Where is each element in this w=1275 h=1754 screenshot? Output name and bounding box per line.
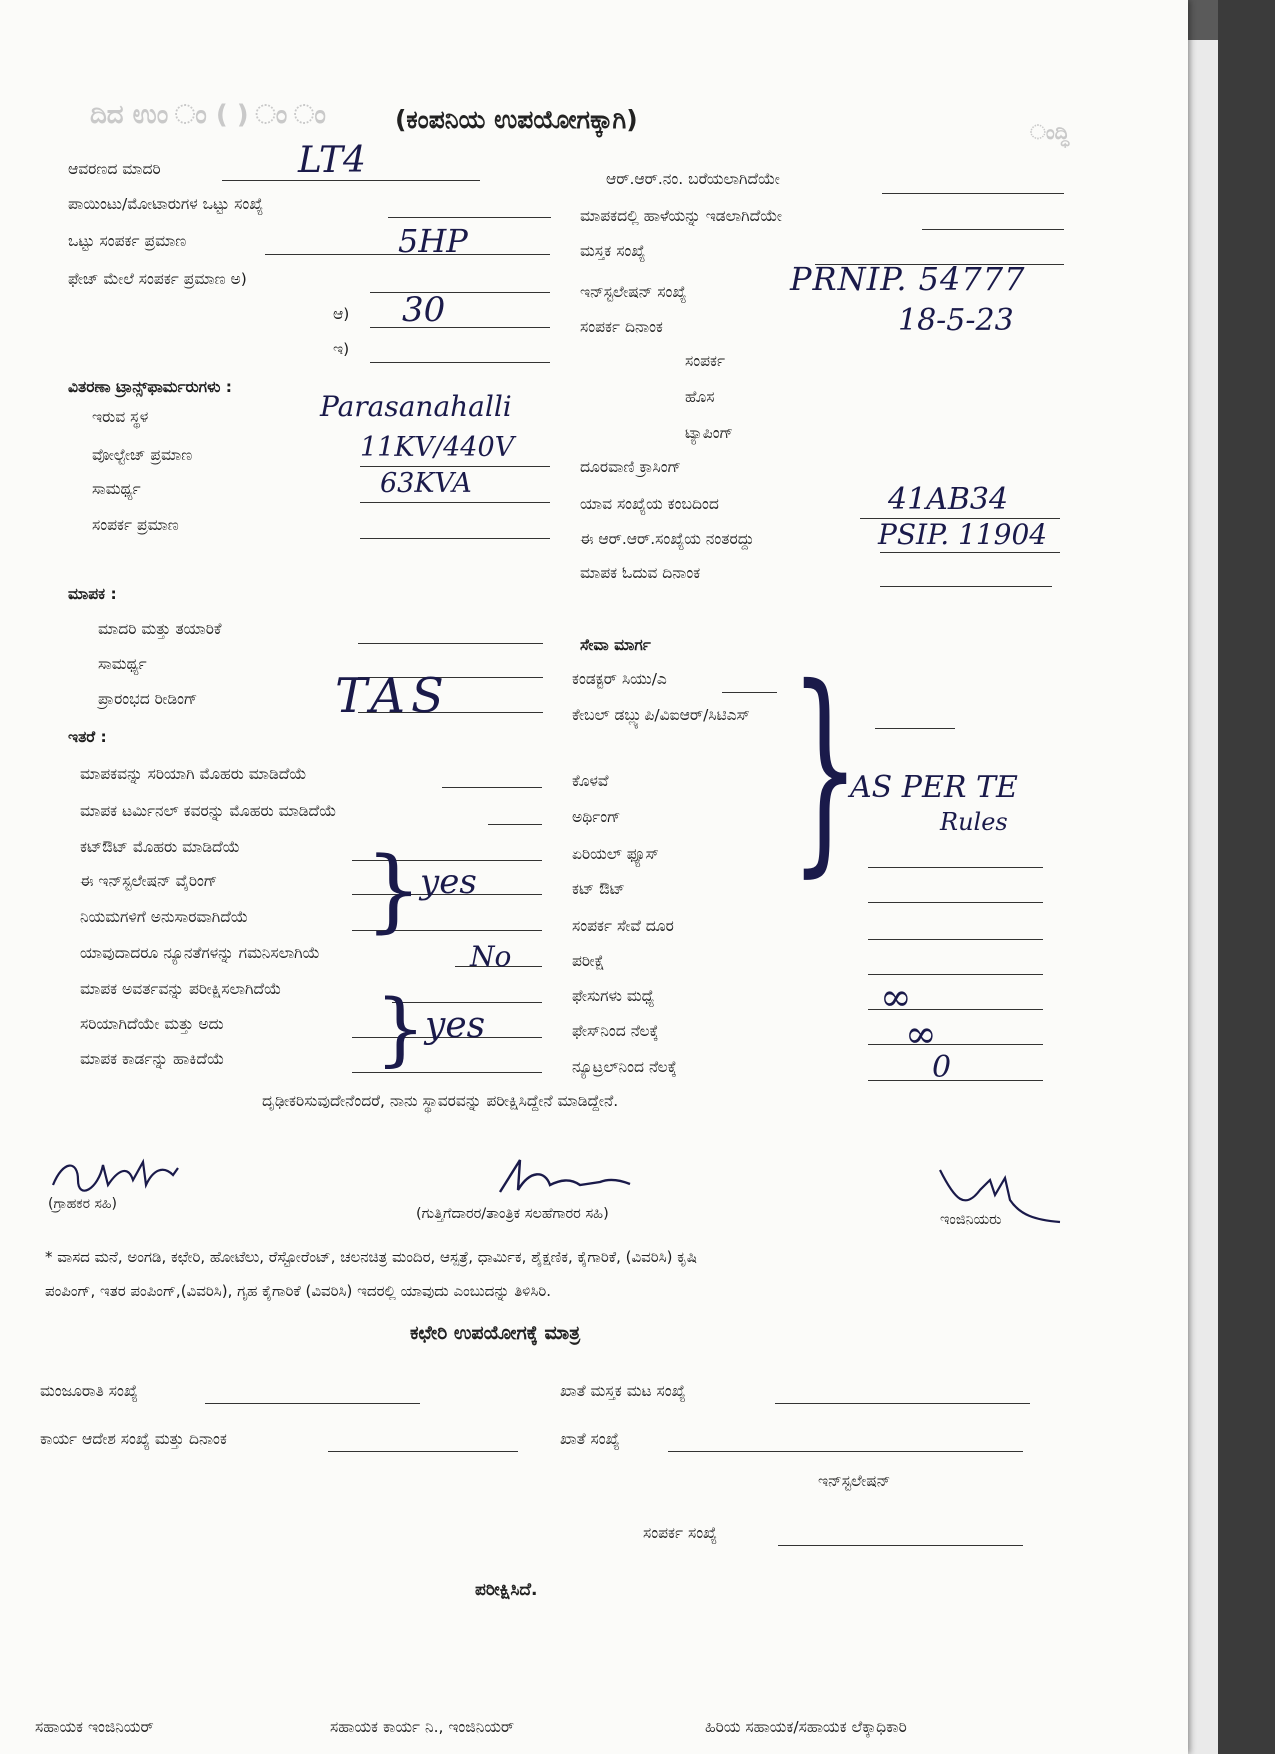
label-account: ಖಾತೆ ಸಂಖ್ಯೆ — [560, 1430, 620, 1448]
page-title: (ಕಂಪನಿಯ ಉಪಯೋಗಕ್ಕಾಗಿ) — [395, 105, 638, 134]
label-pipe: ಕೊಳವೆ — [572, 772, 609, 790]
label-defects: ಯಾವುದಾದರೂ ನ್ಯೂನತೆಗಳನ್ನು ಗಮನಿಸಲಾಗಿಯೆ — [80, 944, 320, 962]
label-sanction: ಮಂಜೂರಾತಿ ಸಂಖ್ಯೆ — [40, 1382, 138, 1400]
label-make-model: ಮಾದರಿ ಮತ್ತು ತಯಾರಿಕೆ — [98, 620, 222, 638]
certify-text: ದೃಢೀಕರಿಸುವುದೇನೆಂದರೆ, ನಾನು ಸ್ಥಾವರವನ್ನು ಪರೀಕ್ಷಿಸಿದ್ದೇನೆ ಮಾಡಿದ್ದೇನೆ. — [262, 1092, 619, 1110]
field-line — [775, 1403, 1030, 1404]
label-rr-after: ಈ ಆರ್.ಆರ್.ಸಂಖ್ಯೆಯ ನಂತರದ್ದು — [580, 530, 755, 548]
label-phase-c: ಇ) — [333, 340, 350, 358]
label-phases: ಫೇಸುಗಳು ಮಧ್ಯೆ — [572, 987, 655, 1005]
handwritten-earthing: AS PER TE — [850, 770, 1018, 805]
label-location: ಇರುವ ಸ್ಥಳ — [92, 408, 149, 426]
label-rr-no: ಆರ್.ಆರ್.ನಂ. ಬರೆಯಲಾಗಿದೆಯೇ — [606, 170, 780, 188]
label-conn-date: ಸಂಪರ್ಕ ದಿನಾಂಕ — [580, 318, 663, 336]
field-line — [868, 1044, 1043, 1045]
label-meter-capacity: ಸಾಮರ್ಥ್ಯ — [98, 655, 147, 673]
contractor-sign-label: (ಗುತ್ತಿಗೆದಾರರ/ತಾಂತ್ರಿಕ ಸಲಹೆಗಾರರ ಸಹಿ) — [416, 1206, 609, 1222]
label-read-date: ಮಾಪಕ ಓದುವ ದಿನಾಂಕ — [580, 564, 701, 582]
handwritten-install-no: PRNIP. 54777 — [790, 260, 1026, 298]
field-line — [488, 824, 542, 825]
label-install-no: ಇನ್‌ಸ್ಟಲೇಷನ್ ಸಂಖ್ಯೆ — [580, 283, 687, 301]
footer-ae: ಸಹಾಯಕ ಇಂಜಿನಿಯರ್ — [35, 1718, 154, 1736]
label-book-no: ಮಸ್ತಕ ಸಂಖ್ಯೆ — [580, 242, 646, 260]
footnote-line-2: ಪಂಪಿಂಗ್, ಇತರ ಪಂಪಿಂಗ್,(ವಿವರಿಸಿ), ಗೃಹ ಕೈಗಾರಿಕೆ (ವಿವರಿಸಿ) ಇದರಲ್ಲಿ ಯಾವುದು ಎಂಬುದನ್ನು ತಿಳಿಸಿರಿ. — [45, 1282, 552, 1300]
bleed-through-text: ಂದ್ಧಿ — [1030, 120, 1070, 144]
label-cutout: ಕಟ್ ಔಟ್ — [572, 880, 625, 898]
label-fuse: ಏರಿಯಲ್ ಫ್ಯೂಸ್ — [572, 845, 659, 863]
field-line — [868, 939, 1043, 940]
consumer-sign-label: (ಗ್ರಾಹಕರ ಸಹಿ) — [48, 1196, 117, 1212]
label-phase-load: ಫೇಜ್ ಮೇಲೆ ಸಂಪರ್ಕ ಪ್ರಮಾಣ ಅ) — [68, 270, 247, 288]
label-rules: ನಿಯಮಗಳಿಗೆ ಅನುಸಾರವಾಗಿದೆಯೆ — [80, 908, 249, 926]
label-total-load: ಒಟ್ಟು ಸಂಪರ್ಕ ಪ್ರಮಾಣ — [68, 232, 187, 250]
label-test: ಪರೀಕ್ಷೆ — [572, 952, 605, 970]
field-line — [360, 538, 550, 539]
label-hosa: ಹೊಸ — [685, 388, 715, 406]
label-conn-no: ಸಂಪರ್ಕ ಸಂಖ್ಯೆ — [643, 1524, 718, 1542]
field-line — [370, 362, 550, 363]
footnote-line-1: * ವಾಸದ ಮನೆ, ಅಂಗಡಿ, ಕಛೇರಿ, ಹೋಟೆಲು, ರೆಸ್ಟೋರೆಂಟ್, ಚಲನಚಿತ್ರ ಮಂದಿರ, ಆಸ್ಪತ್ರೆ, ಧಾರ್ಮಿಕ, ಶೈಕ್ಷಣಿಕ, ಕೈಗಾರಿಕೆ, (ವಿವರಿಸಿ) ಕೃಷಿ — [45, 1248, 697, 1266]
label-cutout-sealed: ಕಟ್‌ಔಟ್ ಮೊಹರು ಮಾಡಿದೆಯೆ — [80, 838, 240, 856]
label-service-main: ಸೇವಾ ಮಾರ್ಗ — [580, 636, 651, 654]
label-correct: ಸರಿಯಾಗಿದೆಯೇ ಮತ್ತು ಅದು — [80, 1015, 224, 1033]
contractor-signature — [490, 1150, 640, 1200]
checked-label: ಪರೀಕ್ಷಿಸಿದೆ. — [475, 1580, 538, 1600]
brace-mark: } — [375, 982, 426, 1075]
label-conductor: ಕಂಡಕ್ಟರ್ ಸಿಯು/ಎ — [572, 670, 667, 688]
field-line — [868, 867, 1043, 868]
label-dist: ಸಂಪರ್ಕ ಸೇವೆ ದೂರ — [572, 917, 674, 935]
field-line — [880, 552, 1060, 553]
label-avarana: ಆವರಣದ ಮಾದರಿ — [68, 160, 161, 178]
label-terminal-sealed: ಮಾಪಕ ಟರ್ಮಿನಲ್ ಕವರನ್ನು ಮೊಹರು ಮಾಡಿದೆಯೆ — [80, 802, 337, 820]
field-line — [205, 1403, 420, 1404]
handwritten-no: No — [470, 940, 512, 973]
label-crossing: ದೂರವಾಣಿ ಕ್ರಾಸಿಂಗ್ — [580, 458, 682, 476]
engineer-sign-label: ಇಂಜಿನಿಯರು — [940, 1212, 1002, 1228]
label-card: ಮಾಪಕ ಕಾರ್ಡನ್ನು ಹಾಕಿದೆಯೆ — [80, 1050, 225, 1068]
field-line — [880, 586, 1052, 587]
field-line — [922, 229, 1064, 230]
label-transformers: ವಿತರಣಾ ಟ್ರಾನ್ಸ್‌ಫಾರ್ಮರುಗಳು : — [68, 378, 233, 396]
label-connected-load: ಸಂಪರ್ಕ ಪ್ರಮಾಣ — [92, 516, 179, 534]
field-line — [875, 728, 955, 729]
handwritten-avarana: LT4 — [298, 140, 366, 181]
handwritten-yes-1: yes — [420, 862, 477, 902]
handwritten-yes-2: yes — [425, 1005, 486, 1046]
field-line — [868, 1080, 1043, 1081]
handwritten-capacity: 63KVA — [380, 468, 472, 499]
label-which-pole: ಯಾವ ಸಂಖ್ಯೆಯ ಕಂಬದಿಂದ — [580, 495, 719, 513]
footer-ao: ಹಿರಿಯ ಸಹಾಯಕ/ಸಹಾಯಕ ಲೆಕ್ಕಾಧಿಕಾರಿ — [705, 1718, 907, 1736]
brace-mark: } — [789, 640, 860, 896]
bleed-through-text: ದಿದ ಉಂ ಂ ( ) ಂ ಂ — [90, 100, 326, 130]
label-points: ಪಾಯಿಂಟು/ಮೋಟಾರುಗಳ ಒಟ್ಟು ಸಂಖ್ಯೆ — [68, 195, 264, 213]
field-line — [442, 787, 542, 788]
brace-mark: } — [365, 838, 423, 943]
handwritten-initial-reading: TAS — [335, 668, 450, 724]
label-installation: ಇನ್‌ಸ್ಟಲೇಷನ್ — [818, 1472, 891, 1490]
label-earthing: ಅರ್ಥಿಂಗ್ — [572, 808, 621, 826]
field-line — [778, 1545, 1023, 1546]
label-meter-head: ಮಾಪಕ : — [68, 585, 117, 603]
handwritten-voltage: 11KV/440V — [360, 432, 515, 463]
field-line — [722, 692, 777, 693]
background-strip — [1218, 0, 1275, 1754]
field-line — [668, 1451, 1023, 1452]
handwritten-pole: 41AB34 — [888, 482, 1009, 517]
label-initial-reading: ಪ್ರಾರಂಭದ ರೀಡಿಂಗ್ — [98, 690, 198, 708]
handwritten-val-1: ∞ — [880, 975, 912, 1019]
label-capacity: ಸಾಮರ್ಥ್ಯ — [92, 480, 141, 498]
footer-aee: ಸಹಾಯಕ ಕಾರ್ಯ ನಿ., ಇಂಜಿನಿಯರ್ — [330, 1718, 515, 1736]
handwritten-rr-after: PSIP. 11904 — [878, 518, 1048, 551]
label-cable: ಕೇಬಲ್ ಡಬ್ಲ್ಯುಪಿ/ವಿಐಆರ್/ಸಿಟಿಎಸ್ — [572, 706, 750, 724]
handwritten-load: 5HP — [398, 222, 468, 260]
handwritten-phase-b: 30 — [402, 290, 446, 330]
label-phase-b: ಆ) — [333, 305, 350, 323]
label-sampark: ಸಂಪರ್ಕ — [685, 352, 726, 370]
field-line — [868, 902, 1043, 903]
field-line — [360, 502, 550, 503]
field-line — [370, 292, 550, 293]
label-meter-rev: ಮಾಪಕ ಅವರ್ತವನ್ನು ಪರೀಕ್ಷಿಸಲಾಗಿದೆಯೆ — [80, 980, 282, 998]
label-work-order: ಕಾರ್ಯ ಆದೇಶ ಸಂಖ್ಯೆ ಮತ್ತು ದಿನಾಂಕ — [40, 1430, 227, 1448]
handwritten-val-2: ∞ — [905, 1012, 937, 1056]
handwritten-val-3: 0 — [932, 1050, 952, 1085]
label-others-head: ಇತರೆ : — [68, 728, 107, 746]
label-phase-earth: ಫೇಸ್‌ನಿಂದ ನೆಲಕ್ಕೆ — [572, 1022, 659, 1040]
label-meter-sealed: ಮಾಪಕವನ್ನು ಸರಿಯಾಗಿ ಮೊಹರು ಮಾಡಿದೆಯೆ — [80, 765, 307, 783]
label-old-removed: ಮಾಪಕದಲ್ಲಿ ಹಾಳೆಯನ್ನು ಇಡಲಾಗಿದೆಯೇ — [580, 207, 782, 225]
field-line — [882, 193, 1064, 194]
handwritten-earthing-2: Rules — [940, 808, 1008, 836]
field-line — [360, 466, 550, 467]
handwritten-location: Parasanahalli — [320, 390, 512, 423]
handwritten-conn-date: 18-5-23 — [898, 303, 1014, 338]
office-use-heading: ಕಛೇರಿ ಉಪಯೋಗಕ್ಕೆ ಮಾತ್ರ — [410, 1322, 581, 1344]
field-line — [358, 643, 543, 644]
field-line — [370, 327, 550, 328]
consumer-signature — [48, 1150, 188, 1200]
label-voltage: ವೋಲ್ಟೇಜ್ ಪ್ರಮಾಣ — [92, 446, 193, 464]
label-ledger-page: ಖಾತೆ ಮಸ್ತಕ ಮಟ ಸಂಖ್ಯೆ — [560, 1382, 686, 1400]
field-line — [388, 217, 551, 218]
label-tapping: ಟ್ಯಾಪಿಂಗ್ — [685, 424, 733, 442]
label-wiring: ಈ ಇನ್‌ಸ್ಟಲೇಷನ್ ವೈರಿಂಗ್ — [80, 872, 218, 890]
field-line — [328, 1451, 518, 1452]
label-neutral-earth: ನ್ಯೂಟ್ರಲ್‌ನಿಂದ ನೆಲಕ್ಕೆ — [572, 1058, 677, 1076]
